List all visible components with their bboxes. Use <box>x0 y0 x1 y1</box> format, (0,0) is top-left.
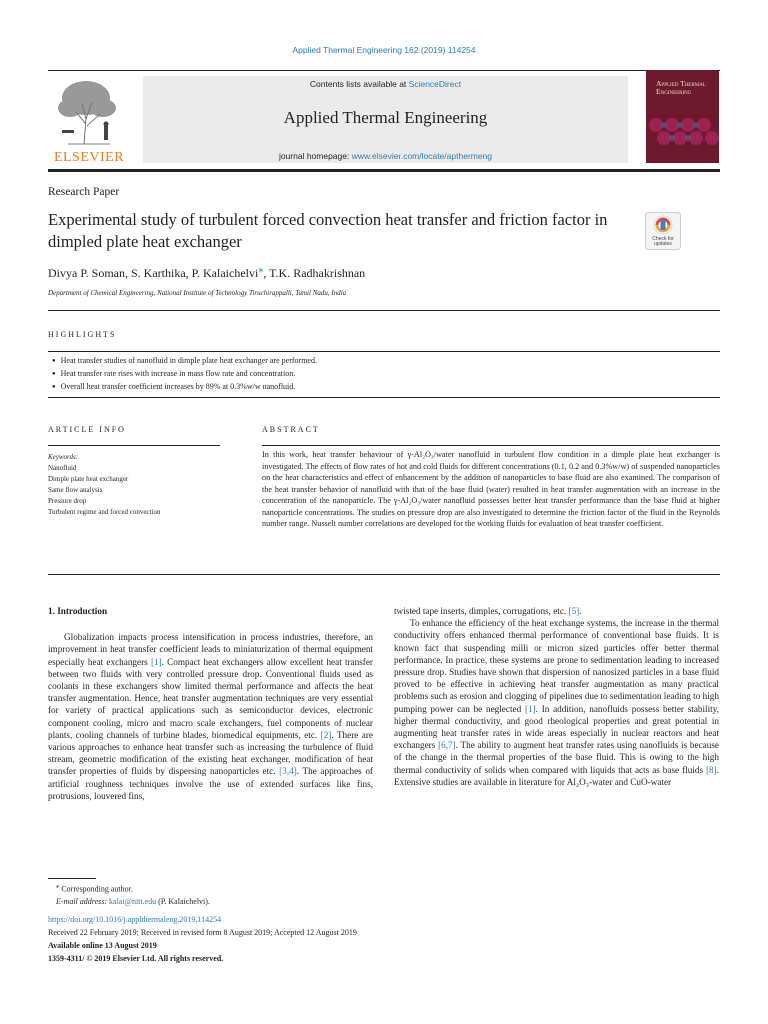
authors-part-a: Divya P. Soman, S. Karthika, P. Kalaichelvi <box>48 266 259 280</box>
divider <box>48 574 720 575</box>
keyword: Pressure drop <box>48 497 87 505</box>
doi-link[interactable]: https://doi.org/10.1016/j.applthermaleng.2019.114254 <box>48 915 222 924</box>
footnote <box>56 881 210 908</box>
homepage-prefix: journal homepage: <box>278 151 352 161</box>
footnote-rule <box>48 878 96 879</box>
highlight-item: ● Heat transfer rate rises with increase in mass flow rate and concentration. <box>52 368 317 381</box>
text-run: . The ability to augment heat transfer rates using nanofluids is because of the change in the thermal properties of the base fluid. This is owing to the high thermal conductivity of solids when compared with liquids that acts as base fluids <box>394 740 719 775</box>
corresponding-author-mark[interactable]: ⁎ <box>258 264 264 275</box>
highlights-list <box>52 355 317 394</box>
divider <box>262 445 720 446</box>
text-run: . Extensive studies are available in literature for Al₂O₃-water and CuO-water <box>394 764 719 787</box>
abstract-text: In this work, heat transfer behaviour of γ-Al₂O₃/water nanofluid in turbulent flow condition in a dimple plate heat exchanger is investigated. The effects of flow rates of hot and cold fluids for different concentrations (0.1, 0.2 and 0.3%w/w) of suspended nanoparticles on the heat characteristics and effect of enhancement by the addition of nanoparticles to base fluid are also examined. The comparison of the heat transfer behavior of nanofluid with that of the base fluid (water) resulted in heat transfer augmentation with an increase in the concentration of the nanoparticle. The γ-Al₂O₃/water nanofluid possesses better heat transfer performance than the base fluid at higher nanoparticle concentrations. The studies on pressure drop are also investigated to determine the friction factor of the fluid in the Reynolds number range. Nusselt number correlations are developed for the working fluids for evaluation of heat transfer coefficient. <box>262 450 720 528</box>
copyright: 1359-4311/ © 2019 Elsevier Ltd. All rights reserved. <box>48 954 224 963</box>
journal-homepage <box>143 151 628 161</box>
divider <box>48 310 720 311</box>
received-dates: Received 22 February 2019; Received in revised form 8 August 2019; Accepted 12 August 2019 <box>48 928 357 937</box>
text-run: twisted tape inserts, dimples, corrugations, etc. <box>394 606 569 616</box>
text-run: . There are various approaches to enhance heat transfer such as increasing the turbulence of fluid stream, geometric modification of the existing heat exchanger, modification of heat transfer properties of fluids by dispersing nanoparticles etc. <box>48 729 373 777</box>
author-list <box>48 264 365 281</box>
header-top-rule <box>48 70 720 71</box>
section-heading-introduction: 1. Introduction <box>48 606 108 616</box>
paragraph <box>394 617 719 788</box>
highlight-item: ● Heat transfer studies of nanofluid in dimple plate heat exchanger are performed. <box>52 355 317 368</box>
corresponding-author-note <box>56 881 210 896</box>
keyword: Dimple plate heat exchanger <box>48 475 129 483</box>
text-run: . In addition, nanofluids possess better stability, higher thermal conductivity, and good rheological properties and great potential in augmenting heat transfer rates in wide areas especially in nuclear reactors and heat exchangers <box>394 703 719 751</box>
divider <box>48 397 720 398</box>
citation-link[interactable]: [8] <box>705 764 717 775</box>
homepage-link[interactable]: www.elsevier.com/locate/apthermeng <box>351 151 493 161</box>
text-run: To enhance the efficiency of the heat exchange systems, the increase in the thermal conductivity offers enhanced thermal performance of conventional base fluids. It is known fact that suspending milli or micron sized particles offer better thermal performance. In practice, these systems are prone to sedimentation leading to increased pressure drop. Studies have shown that dispersion of nanosized particles in a base fluid proved to be effective in achieving heat transfer augmentation as many practical problems such as erosion and clogging of pipelines due to sedimentation leading to high pumping power can be neglected <box>394 618 719 714</box>
email-line <box>56 896 210 908</box>
citation-link[interactable]: [1] <box>150 656 162 667</box>
header-bottom-rule <box>48 169 720 172</box>
available-online: Available online 13 August 2019 <box>48 941 157 950</box>
check-for-updates-icon[interactable] <box>645 212 681 250</box>
text-run: . Compact heat exchangers allow excellent heat transfer between two fluids with very controlled pressure drop. Conventional fluids used as coolants in these exchangers show limited thermal performance and affects the heat transfer augmentation. Hence, heat transfer augmentation techniques are very essential for variety of practical applications such as semiconductor devices, electronic component cooling, micro and macro scale exchangers, fuel components of nuclear plants, cooling channels of turbine blades, biomedical equipments, etc. <box>48 656 373 740</box>
body-column-left <box>48 605 373 802</box>
corresponding-label: Corresponding author. <box>61 884 133 894</box>
email-label: E-mail address: <box>56 896 108 906</box>
cover-title: Applied Thermal Engineering <box>656 79 706 96</box>
keywords-label: Keywords: <box>48 453 79 461</box>
citation-link[interactable]: [2] <box>320 729 332 740</box>
text-run: . <box>579 606 582 616</box>
abstract-heading: ABSTRACT <box>262 425 320 434</box>
citation-link[interactable]: [6,7] <box>438 740 456 751</box>
keyword: Nanofluid <box>48 464 77 472</box>
divider <box>48 445 220 446</box>
email-link[interactable]: kalai@nitt.edu <box>109 896 157 906</box>
journal-title: Applied Thermal Engineering <box>283 108 488 127</box>
crossmark-label: Check for updates <box>652 236 674 247</box>
article-title: Experimental study of turbulent forced convection heat transfer and friction factor in dimpled plate heat exchanger <box>48 210 608 251</box>
footnote-mark: ⁎ <box>56 883 60 890</box>
citation-link[interactable]: [3,4] <box>279 766 297 777</box>
authors-part-b: , T.K. Radhakrishnan <box>263 266 366 280</box>
journal-reference[interactable]: Applied Thermal Engineering 162 (2019) 114254 <box>292 45 476 55</box>
divider <box>48 351 720 352</box>
elsevier-wordmark: ELSEVIER <box>53 150 125 165</box>
journal-cover-image <box>646 70 719 163</box>
keyword: Same flow analysis <box>48 486 103 494</box>
article-type: Research Paper <box>48 186 120 198</box>
keyword: Turbulent regime and forced convection <box>48 508 161 516</box>
contents-prefix: Contents lists available at <box>309 79 409 89</box>
affiliation: Department of Chemical Engineering, National Institute of Technology Tiruchirappalli, Tamil Nadu, India <box>48 289 347 297</box>
paragraph <box>394 605 719 617</box>
text-run: . The approaches of artificial roughness techniques involve the use of extended surfaces like fins, protrusions, louvered fins, <box>48 766 373 801</box>
citation-link[interactable]: [5] <box>568 606 580 616</box>
keywords-block <box>48 452 161 518</box>
paragraph <box>48 631 373 802</box>
body-column-right <box>394 605 719 788</box>
highlight-item: ● Overall heat transfer coefficient increases by 89% at 0.3%w/w nanofluid. <box>52 381 317 394</box>
sciencedirect-link[interactable]: ScienceDirect <box>408 79 462 89</box>
email-owner: (P. Kalaichelvi). <box>156 896 210 906</box>
citation-link[interactable]: [1] <box>524 703 536 714</box>
text-run: Globalization impacts process intensification in process industries, therefore, an improvement in heat transfer coefficient leads to miniaturization of thermal equipment especially heat exchangers <box>48 632 373 667</box>
highlights-heading: HIGHLIGHTS <box>48 330 117 339</box>
article-info-heading: ARTICLE INFO <box>48 425 126 434</box>
contents-availability <box>143 79 628 89</box>
